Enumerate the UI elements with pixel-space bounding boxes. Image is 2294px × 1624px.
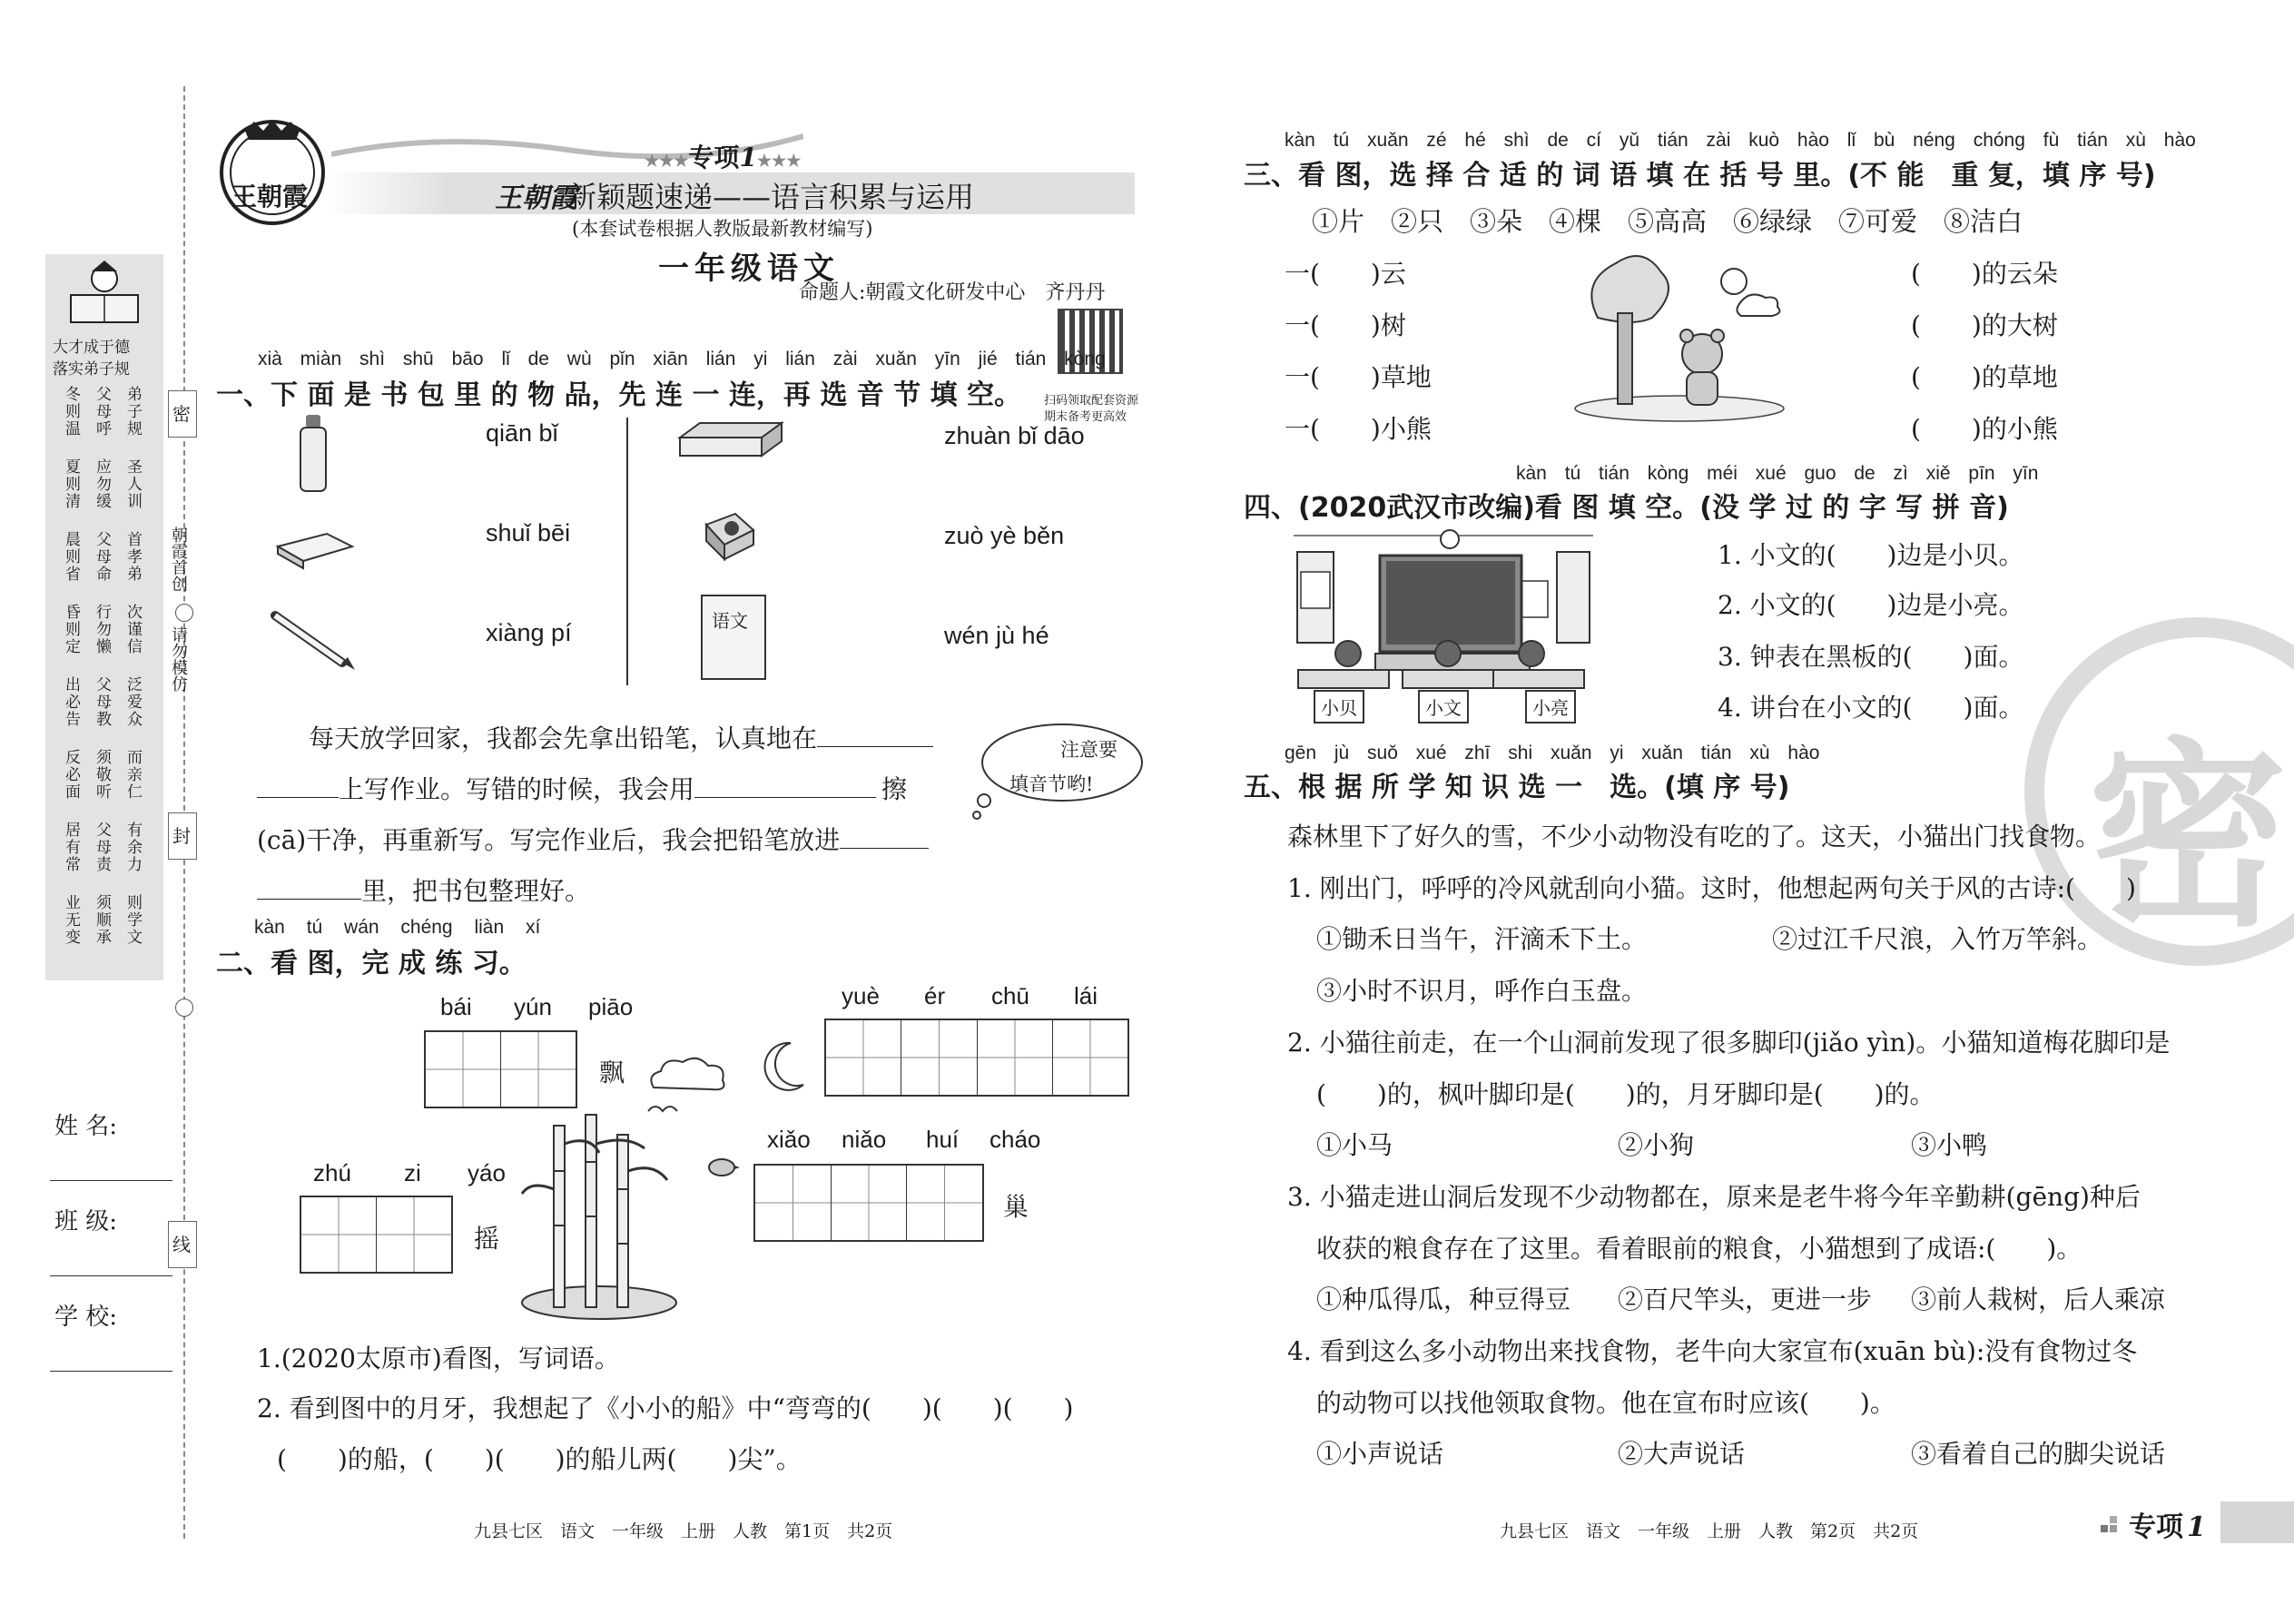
binding-circle-2 <box>175 999 193 1017</box>
q3-title: 三、看 图，选 择 合 适 的 词 语 填 在 括 号 里。(不 能 重 复，填 序 号) <box>1244 160 2156 192</box>
q1-blank-2[interactable] <box>257 797 339 798</box>
q5-q2-line-2: ( )的，枫叶脚印是( )的，月牙脚印是( )的。 <box>1316 1079 1935 1109</box>
q4-item-2: 2. 小文的( )边是小亮。 <box>1718 590 2024 620</box>
bird-image <box>704 1153 740 1180</box>
q1-passage-line-1: 每天放学回家，我都会先拿出铅笔，认真地在 <box>309 719 933 755</box>
q1-blank-1[interactable] <box>817 746 933 747</box>
q2-word4-pinyin-1: xiǎo <box>767 1126 811 1153</box>
q2-sub2-line-1: 2. 看到图中的月牙，我想起了《小小的船》中“弯弯的( )( )( ) <box>257 1393 1074 1423</box>
seal-char-1: 密 <box>172 403 191 425</box>
q5-pinyin: gēn jù suǒ xué zhī shi xuǎn yi xuǎn tián xù hào <box>1285 743 1820 763</box>
special-topic-badge: ★★★专项1★★★ <box>645 143 802 172</box>
q5-q4-line-1: 4. 看到这么多小动物出来找食物，老牛向大家宣布(xuān bù):没有食物过冬 <box>1287 1336 2138 1366</box>
sidebar-poem-column: 而亲仁 <box>123 749 142 801</box>
school-label: 学 校: <box>54 1304 118 1331</box>
q1-left-word-3: xiàng pí <box>486 619 572 646</box>
q1-pinyin: xià miàn shì shū bāo lǐ de wù pǐn xiān lián yi lián zài xuǎn yīn jié tián kòng <box>258 349 1106 369</box>
sidebar-poem-column: 弟子规 <box>123 386 142 438</box>
q3-left-3: 一( )草地 <box>1285 362 1432 392</box>
hint-bubble-line-1: 注意要 <box>1060 739 1117 761</box>
q5-q2-option-2: ②小狗 <box>1618 1130 1695 1160</box>
q1-left-word-2: shuǐ bēi <box>486 519 571 546</box>
hint-bubble-line-2: 填音节哟! <box>1009 773 1094 795</box>
class-label: 班 级: <box>54 1208 118 1235</box>
confidential-seal-text: 密 <box>2088 721 2289 953</box>
q5-q2-option-3: ③小鸭 <box>1911 1130 1988 1160</box>
q2-title: 二、看 图，完 成 练 习。 <box>216 948 527 979</box>
q1-passage-line-3: (cā)干净，再重新写。写完作业后，我会把铅笔放进 <box>257 821 929 857</box>
desk-label-2: 小文 <box>1418 690 1469 723</box>
sidebar-poem <box>54 386 154 967</box>
q5-q3-line-1: 3. 小猫走进山洞后发现不少动物都在，原来是老牛将今年辛勤耕(gēng)种后 <box>1287 1182 2141 1212</box>
sidebar-poem-column: 冬则温 <box>62 386 80 438</box>
q5-q1-option-c: ③小时不识月，呼作白玉盘。 <box>1316 976 1648 1006</box>
q1-divider <box>626 418 628 685</box>
sidebar-poem-column: 则学文 <box>123 894 142 946</box>
q1-blank-4[interactable] <box>840 848 929 849</box>
q5-q2-line-1: 2. 小猫往前走，在一个山洞前发现了很多脚印(jiǎo yìn)。小猫知道梅花脚印是 <box>1287 1028 2171 1058</box>
q3-right-4: ( )的小熊 <box>1911 414 2058 444</box>
header-note: (本套试卷根据人教版最新教材编写) <box>572 218 873 240</box>
sharpener-image <box>699 508 758 563</box>
moon-image <box>758 1039 808 1094</box>
sidebar-poem-column: 首孝弟 <box>123 531 142 583</box>
q5-q2-option-1: ①小马 <box>1316 1130 1393 1160</box>
q2-word4-pinyin-3: huí <box>926 1126 960 1153</box>
q2-word1-pinyin-1: bái <box>440 993 472 1020</box>
q2-sub1: 1.(2020太原市)看图，写词语。 <box>257 1343 620 1373</box>
q2-pinyin: kàn tú wán chéng liàn xí <box>254 917 541 938</box>
sidebar-poem-column: 父母责 <box>93 822 111 873</box>
sidebar-poem-column: 圣人训 <box>123 458 142 510</box>
q3-right-1: ( )的云朵 <box>1911 259 2058 289</box>
q2-word2-pinyin-3: chū <box>991 982 1029 1009</box>
sidebar-poem-column: 父母教 <box>93 676 111 728</box>
bottle-image <box>295 413 331 495</box>
brand-logo-text: 王朝霞 <box>231 182 309 212</box>
sidebar-poem-column: 夏则清 <box>62 458 80 510</box>
desk-label-3: 小亮 <box>1525 690 1576 723</box>
sidebar-poem-column: 业无变 <box>62 894 80 946</box>
sidebar-poem-column: 泛爱众 <box>123 676 142 728</box>
corner-label: 专项 1 <box>2129 1511 2206 1543</box>
sidebar-poem-column: 次谨信 <box>123 604 142 655</box>
q4-item-1: 1. 小文的( )边是小贝。 <box>1718 540 2024 570</box>
textbook-label: 语文 <box>712 610 748 632</box>
q5-q4-option-1: ①小声说话 <box>1316 1439 1444 1469</box>
sidebar-poem-column: 父母呼 <box>93 386 111 438</box>
q5-q4-option-3: ③看着自己的脚尖说话 <box>1911 1439 2166 1469</box>
q1-title: 一、下 面 是 书 包 里 的 物 品，先 连 一 连，再 选 音 节 填 空。 <box>216 379 1022 411</box>
q3-left-2: 一( )树 <box>1285 310 1406 340</box>
sidebar-poem-column: 出必告 <box>62 676 80 728</box>
q2-word1-pinyin-3: piāo <box>588 993 634 1020</box>
q1-right-word-1: zhuàn bǐ dāo <box>944 422 1085 449</box>
q5-q1: 1. 刚出门，呼呼的冷风就刮向小猫。这时，他想起两句关于风的古诗:( ) <box>1287 873 2136 903</box>
desk-label-1: 小贝 <box>1314 690 1364 723</box>
bear-scene-image <box>1570 245 1788 427</box>
corner-squares <box>2097 1514 2122 1534</box>
sidebar-poem-column: 行勿懒 <box>93 604 111 655</box>
q5-q3-option-3: ③前人栽树，后人乘凉 <box>1911 1284 2166 1314</box>
q5-q4-option-2: ②大声说话 <box>1618 1439 1746 1469</box>
q1-right-word-3: wén jù hé <box>944 622 1049 649</box>
q1-passage-line-4: 里，把书包整理好。 <box>257 871 590 908</box>
headline-text: 新颖题速递——语言积累与运用 <box>567 180 975 214</box>
q3-left-1: 一( )云 <box>1285 259 1406 289</box>
sidebar-notice-vertical: 请勿模仿 <box>169 626 188 692</box>
sidebar-poem-column: 有余力 <box>123 822 142 873</box>
sidebar-poem-column: 晨则省 <box>62 531 80 583</box>
eraser-image <box>272 527 356 570</box>
q2-word4-pinyin-4: cháo <box>989 1126 1041 1153</box>
sidebar-poem-column: 昏则定 <box>62 604 80 655</box>
q1-passage-line-2: 上写作业。写错的时候，我会用 擦 <box>257 770 907 806</box>
sidebar-poem-column: 须敬听 <box>93 749 111 801</box>
q2-word2-pinyin-2: ér <box>924 982 946 1009</box>
seal-char-3: 线 <box>172 1234 191 1255</box>
q2-word3-pinyin-1: zhú <box>313 1159 351 1186</box>
q1-blank-3[interactable] <box>694 797 876 798</box>
q2-word4-grid[interactable] <box>753 1164 984 1242</box>
q2-word3-hint: 摇 <box>474 1224 500 1254</box>
q3-right-2: ( )的大树 <box>1911 310 2058 340</box>
q2-word3-pinyin-3: yáo <box>468 1159 506 1186</box>
q2-word1-pinyin-2: yún <box>514 993 552 1020</box>
q2-word2-pinyin-1: yuè <box>842 982 880 1009</box>
school-field[interactable] <box>50 1371 172 1372</box>
class-field[interactable] <box>50 1275 172 1276</box>
q2-word3-pinyin-2: zi <box>404 1159 421 1186</box>
sidebar-motto-2: 落实弟子规 <box>53 360 130 379</box>
q2-word3-grid[interactable] <box>300 1196 453 1274</box>
q3-pinyin: kàn tú xuǎn zé hé shì de cí yǔ tián zài kuò hào lǐ bù néng chóng fù tián xù hào <box>1285 130 2196 151</box>
sidebar-brand-vertical: 朝霞首创 <box>169 527 188 592</box>
sidebar-motto-1: 大才成于德 <box>53 339 130 357</box>
q5-intro: 森林里下了好久的雪，不少小动物没有吃的了。这天，小猫出门找食物。 <box>1287 822 2102 851</box>
q1-left-word-1: qiān bǐ <box>486 419 558 447</box>
headline-brand: 王朝霞 <box>495 182 576 214</box>
grade-subject: 一年级语文 <box>658 251 840 287</box>
q4-pinyin: kàn tú tián kòng méi xué guo de zì xiě pīn yīn <box>1516 463 2039 484</box>
cloud-image <box>645 1053 731 1094</box>
q5-q3-option-1: ①种瓜得瓜，种豆得豆 <box>1316 1284 1571 1314</box>
q5-q3-option-2: ②百尺竿头，更进一步 <box>1618 1284 1873 1314</box>
q5-q1-option-b: ②过江千尺浪，入竹万竿斜。 <box>1772 924 2103 954</box>
q2-word4-pinyin-2: niǎo <box>842 1126 887 1153</box>
footer-right: 九县七区 语文 一年级 上册 人教 第2页 共2页 <box>1500 1521 1919 1541</box>
q4-title: 四、(2020武汉市改编)看 图 填 空。(没 学 过 的 字 写 拼 音) <box>1244 492 2009 524</box>
qr-caption-2: 期末备考更高效 <box>1044 410 1127 424</box>
pencil-box-image <box>676 419 785 465</box>
binding-circle-1 <box>175 604 193 622</box>
seal-char-2: 封 <box>172 825 191 847</box>
bamboo-image <box>517 1107 681 1321</box>
q2-sub2-line-2: ( )的船，( )( )的船儿两( )尖”。 <box>277 1444 802 1474</box>
q2-word4-hint: 巢 <box>1003 1192 1029 1222</box>
q5-q1-option-a: ①锄禾日当午，汗滴禾下土。 <box>1316 924 1648 954</box>
q3-right-3: ( )的草地 <box>1911 362 2058 392</box>
q5-q3-line-2: 收获的粮食存在了这里。看着眼前的粮食，小猫想到了成语:( )。 <box>1316 1234 2082 1264</box>
q2-word2-pinyin-4: lái <box>1074 982 1098 1009</box>
q1-blank-5[interactable] <box>257 899 361 900</box>
sidebar-poem-column: 须顺承 <box>93 894 111 946</box>
qr-caption-1: 扫码领取配套资源 <box>1044 394 1139 408</box>
q2-word1-hint: 飘 <box>599 1058 625 1088</box>
q5-title: 五、根 据 所 学 知 识 选 一 选。(填 序 号) <box>1244 772 1790 803</box>
author-line: 命题人:朝霞文化研发中心 齐丹丹 <box>799 281 1106 304</box>
sidebar-poem-column: 父母命 <box>93 531 111 583</box>
sidebar-poem-column: 应勿缓 <box>93 458 111 510</box>
q3-options: ①片 ②只 ③朵 ④棵 ⑤高高 ⑥绿绿 ⑦可爱 ⑧洁白 <box>1312 206 2023 237</box>
q3-left-4: 一( )小熊 <box>1285 414 1432 444</box>
q4-item-4: 4. 讲台在小文的( )面。 <box>1718 693 2024 723</box>
mascot-image <box>54 259 154 331</box>
q4-item-3: 3. 钟表在黑板的( )面。 <box>1718 642 2024 672</box>
sidebar-poem-column: 居有常 <box>62 822 80 873</box>
name-label: 姓 名: <box>54 1113 118 1140</box>
footer-left: 九县七区 语文 一年级 上册 人教 第1页 共2页 <box>474 1521 893 1541</box>
q2-word2-grid[interactable] <box>824 1019 1129 1097</box>
pencil-image <box>268 608 359 672</box>
name-field[interactable] <box>50 1180 172 1181</box>
q1-right-word-2: zuò yè běn <box>944 522 1065 549</box>
q2-word1-grid[interactable] <box>424 1030 577 1108</box>
q5-q4-line-2: 的动物可以找他领取食物。他在宣布时应该( )。 <box>1316 1388 1895 1418</box>
sidebar-poem-column: 反必面 <box>62 749 80 801</box>
